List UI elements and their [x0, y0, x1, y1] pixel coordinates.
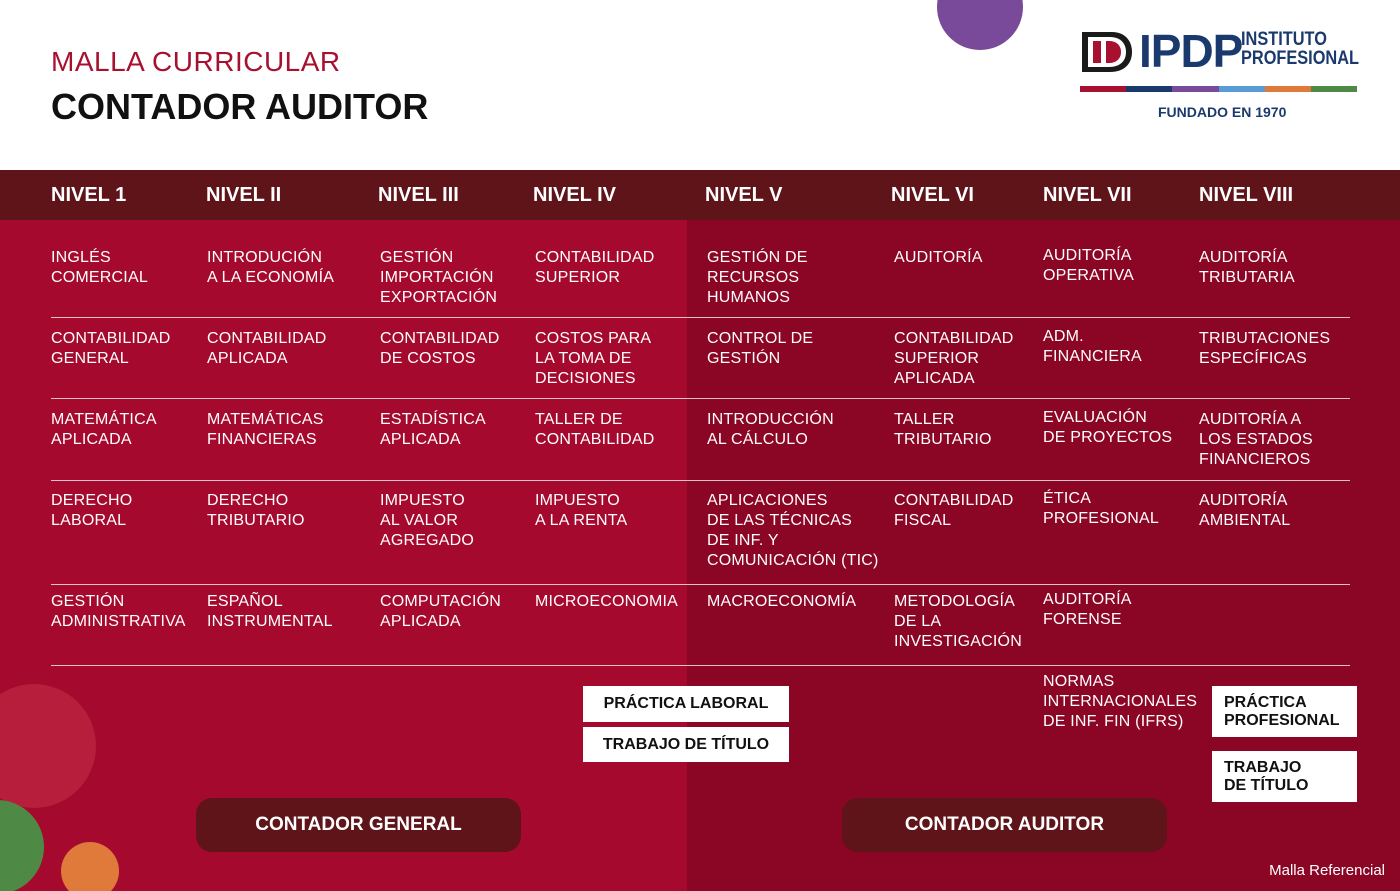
- logo-line1: INSTITUTO: [1241, 29, 1327, 50]
- logo-bar-segment: [1126, 86, 1172, 92]
- course-cell: CONTABILIDAD SUPERIOR APLICADA: [894, 330, 1014, 387]
- course-cell: TRIBUTACIONES ESPECÍFICAS: [1199, 330, 1331, 367]
- footnote: Malla Referencial: [1269, 862, 1385, 879]
- course-cell: CONTABILIDAD SUPERIOR: [535, 249, 655, 286]
- course-cell: GESTIÓN DE RECURSOS HUMANOS: [707, 249, 808, 306]
- course-cell: COMPUTACIÓN APLICADA: [380, 593, 502, 630]
- course-cell: ÉTICA PROFESIONAL: [1043, 490, 1160, 527]
- level-header: NIVEL III: [378, 184, 459, 206]
- course-cell: IMPUESTO A LA RENTA: [535, 492, 628, 529]
- logo-founded: FUNDADO EN 1970: [1158, 104, 1287, 120]
- course-cell: AUDITORÍA TRIBUTARIA: [1199, 249, 1295, 286]
- logo-institute-text: [1241, 30, 1359, 68]
- level-header: NIVEL V: [705, 184, 783, 206]
- course-ifrs: NORMAS INTERNACIONALES DE INF. FIN (IFRS): [1043, 673, 1198, 730]
- course-cell: INGLÉS COMERCIAL: [51, 249, 148, 286]
- logo-bar-segment: [1219, 86, 1265, 92]
- course-cell: AUDITORÍA AMBIENTAL: [1199, 492, 1291, 529]
- decorative-circle-purple: [937, 0, 1023, 50]
- level-header: NIVEL IV: [533, 184, 616, 206]
- decorative-circle-orange: [61, 842, 119, 891]
- course-cell: DERECHO LABORAL: [51, 492, 133, 529]
- course-cell: IMPUESTO AL VALOR AGREGADO: [380, 492, 475, 549]
- degree-contador-general: CONTADOR GENERAL: [196, 798, 521, 852]
- course-cell: EVALUACIÓN DE PROYECTOS: [1043, 409, 1173, 446]
- course-cell: COSTOS PARA LA TOMA DE DECISIONES: [535, 330, 652, 387]
- logo-bar-segment: [1172, 86, 1218, 92]
- course-cell: CONTABILIDAD DE COSTOS: [380, 330, 500, 367]
- course-cell: INTRODUCIÓN A LA ECONOMÍA: [207, 249, 335, 286]
- level-header: NIVEL 1: [51, 184, 127, 206]
- course-cell: GESTIÓN IMPORTACIÓN EXPORTACIÓN: [380, 249, 498, 306]
- level-header: NIVEL VII: [1043, 184, 1132, 206]
- logo-line2: PROFESIONAL: [1241, 48, 1360, 69]
- logo-bar-segment: [1311, 86, 1357, 92]
- header: [0, 0, 1400, 170]
- trabajo-titulo-box-1: TRABAJO DE TÍTULO: [583, 727, 789, 762]
- page-title: CONTADOR AUDITOR: [51, 86, 429, 127]
- row-divider: [51, 480, 1350, 481]
- course-cell: TALLER DE CONTABILIDAD: [535, 411, 655, 448]
- course-cell: DERECHO TRIBUTARIO: [207, 492, 305, 529]
- course-cell: METODOLOGÍA DE LA INVESTIGACIÓN: [894, 593, 1022, 650]
- practica-profesional-box: PRÁCTICA PROFESIONAL: [1212, 686, 1357, 737]
- level-header: NIVEL VIII: [1199, 184, 1294, 206]
- level-header: NIVEL II: [206, 184, 282, 206]
- course-cell: APLICACIONES DE LAS TÉCNICAS DE INF. Y COMUNICACIÓN (TIC): [707, 492, 879, 569]
- course-cell: CONTROL DE GESTIÓN: [707, 330, 814, 367]
- section-contador-general: [0, 220, 687, 891]
- practica-laboral-box: PRÁCTICA LABORAL: [583, 686, 789, 722]
- course-cell: AUDITORÍA: [894, 249, 983, 266]
- course-cell: MICROECONOMIA: [535, 593, 679, 610]
- course-cell: MATEMÁTICAS FINANCIERAS: [207, 411, 324, 448]
- degree-contador-auditor: CONTADOR AUDITOR: [842, 798, 1167, 852]
- course-cell: CONTABILIDAD GENERAL: [51, 330, 171, 367]
- course-cell: AUDITORÍA FORENSE: [1043, 591, 1132, 628]
- course-cell: AUDITORÍA OPERATIVA: [1043, 247, 1135, 284]
- course-cell: CONTABILIDAD APLICADA: [207, 330, 327, 367]
- course-cell: MATEMÁTICA APLICADA: [51, 411, 157, 448]
- row-divider: [51, 665, 1350, 666]
- course-cell: GESTIÓN ADMINISTRATIVA: [51, 593, 186, 630]
- page-subtitle: MALLA CURRICULAR: [51, 46, 341, 77]
- course-cell: AUDITORÍA A LOS ESTADOS FINANCIEROS: [1199, 411, 1313, 468]
- ipdp-logo-icon: [1076, 28, 1134, 76]
- course-cell: ESPAÑOL INSTRUMENTAL: [207, 593, 333, 630]
- course-cell: INTRODUCCIÓN AL CÁLCULO: [707, 411, 834, 448]
- logo-bar-segment: [1080, 86, 1126, 92]
- row-divider: [51, 398, 1350, 399]
- course-cell: CONTABILIDAD FISCAL: [894, 492, 1014, 529]
- logo-brand: IPDP: [1139, 25, 1243, 77]
- course-cell: ESTADÍSTICA APLICADA: [380, 411, 486, 448]
- row-divider: [51, 317, 1350, 318]
- course-cell: TALLER TRIBUTARIO: [894, 411, 992, 448]
- course-cell: MACROECONOMÍA: [707, 593, 857, 610]
- level-header: NIVEL VI: [891, 184, 974, 206]
- row-divider: [51, 584, 1350, 585]
- logo-bar-segment: [1265, 86, 1311, 92]
- course-cell: ADM. FINANCIERA: [1043, 328, 1142, 365]
- trabajo-titulo-box-2: TRABAJO DE TÍTULO: [1212, 751, 1357, 802]
- logo-color-bar: [1080, 86, 1357, 92]
- ipdp-logo: [1076, 25, 1360, 124]
